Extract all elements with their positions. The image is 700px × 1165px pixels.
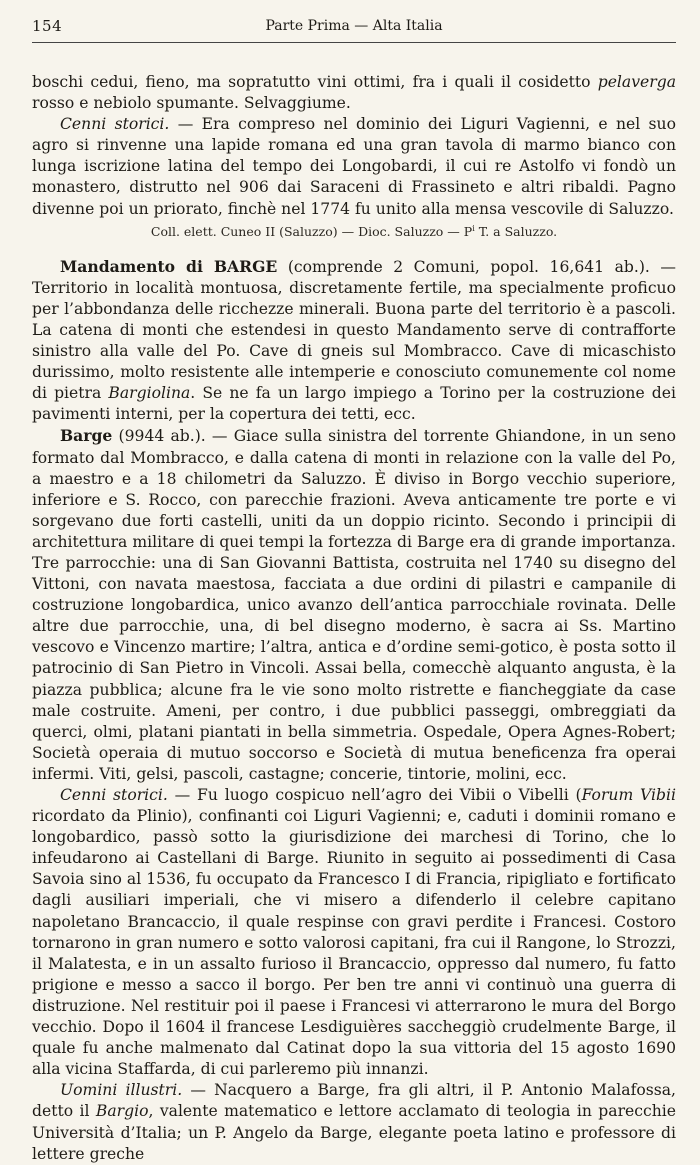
paragraph-history-barge: Cenni storici. — Fu luogo cospicuo nell’agro dei Vibii o Vibelli (Forum Vibii ricordato da Plinio), confinanti coi Liguri Vagienni; e, caduti i dominii romano e longobardico, passò sotto la giurisdizione dei marchesi di Torino, che lo infeudarono ai Castellani di Barge. Riunito in seguito ai possedimenti di Casa Savoia sino al 1536, fu occupato da Francesco I di Francia, ripigliato e fortificato dagli ausiliari imperiali, che vi misero a difenderlo il celebre capitano napoletano Brancaccio, il quale respinse con gravi perdite i Francesi. Costoro tornarono in gran numero e sotto valorosi capitani, fra cui il Rangone, lo Strozzi, il Malatesta, e in un assalto furioso il Brancaccio, oppresso dal numero, fu fatto prigione e messo a sacco il borgo. Per ben tre anni vi continuò una guerra di distruzione. Nel restituir poi il paese i Francesi vi atterrarono le mura del Borgo vecchio. Dopo il 1604 il francese Lesdiguières saccheggiò crudelmente Barge, il quale fu anche malmenato dal Catinat dopo la sua vittoria del 15 agosto 1690 alla vicina Staffarda, di cui parleremo più innanzi. xyxy=(32,786,676,1079)
paragraph-mandamento-barge: Mandamento di BARGE (comprende 2 Comuni, popol. 16,641 ab.). — Territorio in località montuosa, discretamente fertile, ma specialmente proficuo per l’abbondanza delle ricchezze minerali. Buona parte del territorio è a pascoli. La catena di monti che estendesi in questo Mandamento serve di contrafforte sinistro alla valle del Po. Cave di gneis sul Mombracco. Cave di micaschisto durissimo, molto resistente alle intemperie e conosciuto comunemente col nome di pietra Bargiolina. Se ne fa un largo impiego a Torino per la costruzione dei pavimenti interni, per la copertura dei tetti, ecc. xyxy=(32,256,676,424)
section-label-notables: Uomini illustri. xyxy=(60,1081,183,1100)
term-bargiolina: Bargiolina xyxy=(108,384,191,403)
book-page xyxy=(32,0,676,1163)
section-label-history: Cenni storici. xyxy=(60,786,168,804)
running-title: Parte Prima — Alta Italia xyxy=(265,18,443,34)
header-rule xyxy=(32,42,676,43)
page-header xyxy=(32,0,676,54)
term-bargio: Bargio xyxy=(95,1102,149,1121)
section-label-history: Cenni storici. xyxy=(60,115,170,134)
heading-barge: Barge xyxy=(60,426,113,446)
heading-mandamento: Mandamento di BARGE xyxy=(60,256,278,276)
electoral-attribution: Coll. elett. Cuneo II (Saluzzo) — Dioc. Saluzzo — $P^i$ T. a Saluzzo. xyxy=(150,223,558,239)
page-number: 154 xyxy=(32,17,63,35)
term-forum-vibii: Forum Vibii xyxy=(581,786,676,804)
term-pelaverga: pelaverga xyxy=(597,73,676,91)
paragraph-history-pagno: Cenni storici. — Era compreso nel dominio dei Liguri Vagienni, e nel suo agro si rinvenne una lapide romana ed una gran tavola di marmo bianco con lunga iscrizione latina del tempo dei Longobardi, il cui re Astolfo vi fondò un monastero, distrutto nel 906 dai Saraceni di Frassineto e altri ribaldi. Pagno divenne poi un priorato, finchè nel 1774 fu unito alla mensa vescovile di Saluzzo. xyxy=(32,115,676,218)
paragraph-products: boschi cedui, fieno, ma sopratutto vini ottimi, fra i quali il cosidetto pelaverga rosso e nebiolo spumante. Selvaggiume. xyxy=(32,73,676,113)
page-body xyxy=(32,72,676,1165)
paragraph-barge: Barge (9944 ab.). — Giace sulla sinistra del torrente Ghiandone, in un seno formato dal Mombracco, e dalla catena di monti in relazione con la valle del Po, a maestro e a 18 chilometri da Saluzzo. È diviso in Borgo vecchio superiore, inferiore e S. Rocco, con parecchie frazioni. Aveva anticamente tre porte e vi sorgevano due forti castelli, uniti da un doppio ricinto. Secondo i principii di architettura militare di quei tempi la fortezza di Barge era di grande importanza. Tre parrocchie: una di San Giovanni Battista, costruita nel 1740 su disegno del Vittoni, con navata maestosa, facciata a due ordini di pilastri e campanile di costruzione longobardica, unico avanzo dell’antica parrocchiale rovinata. Delle altre due parrocchie, una, di bel disegno moderno, è sacra ai Ss. Martino vescovo e Vincenzo martire; l’altra, antica e d’ordine semi-gotico, è posta sotto il patrocinio di San Pietro in Vincoli. Assai bella, comecchè alquanto angusta, è la piazza pubblica; alcune fra le vie sono molto ristrette e fiancheggiate da case male costruite. Ameni, per contro, i due pubblici passeggi, ombreggiati da querci, olmi, platani piantati in bella simmetria. Ospedale, Opera Agnes-Robert; Società operaia di mutuo soccorso e Società di mutua beneficenza fra operai infermi. Viti, gelsi, pascoli, castagne; concerie, tintorie, molini, ecc. xyxy=(32,426,676,783)
paragraph-notable-people: Uomini illustri. — Nacquero a Barge, fra gli altri, il P. Antonio Malafossa, detto il Bargio, valente matematico e lettore acclamato di teologia in parecchie Università d’Italia; un P. Angelo da Barge, elegante poeta latino e professore di lettere greche xyxy=(32,1081,676,1163)
